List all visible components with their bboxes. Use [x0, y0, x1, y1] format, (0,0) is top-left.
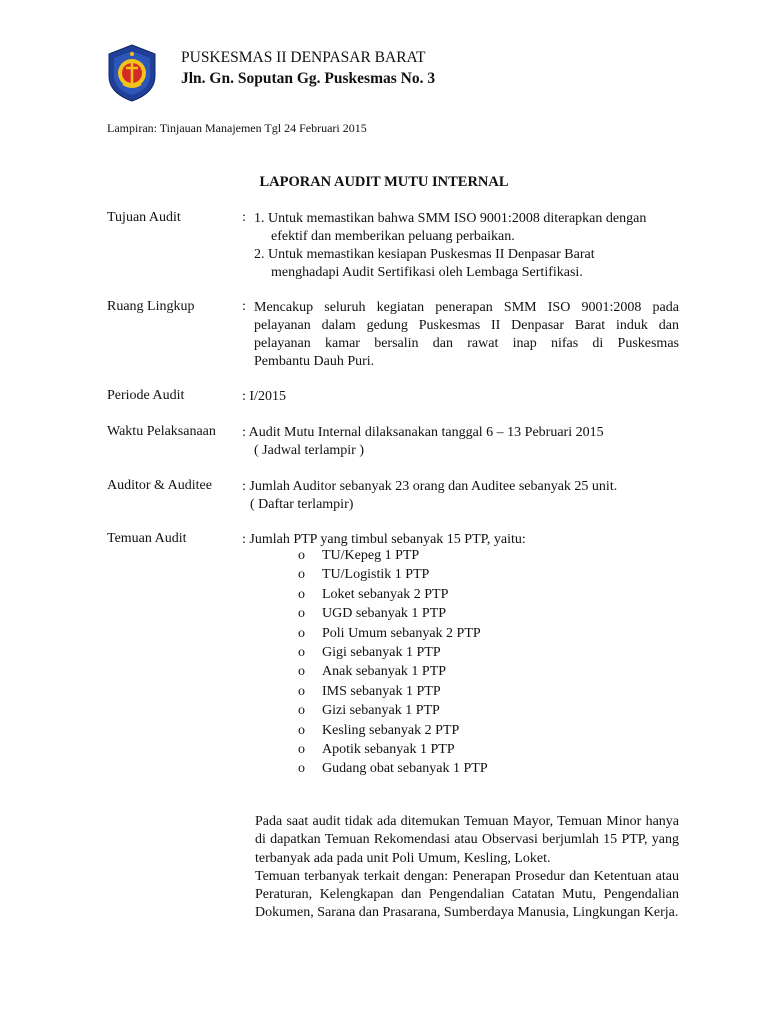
tujuan-item-2-line-2: menghadapi Audit Sertifikasi oleh Lembaga Sertifikasi. — [271, 265, 583, 280]
waktu-pelaksanaan-line-1: : Audit Mutu Internal dilaksanakan tanggal 6 – 13 Pebruari 2015 — [242, 425, 604, 440]
ruang-lingkup-line-1: Mencakup seluruh kegiatan penerapan SMM ISO 9001:2008 pada — [254, 300, 679, 315]
bullet-icon: o — [298, 741, 305, 757]
list-item: o TU/Logistik 1 PTP — [298, 565, 488, 584]
attachment-note: Lampiran: Tinjauan Manajemen Tgl 24 Februari 2015 — [107, 121, 367, 135]
ruang-lingkup-line-2: pelayanan dalam gedung Puskesmas II Denpasar Barat induk dan — [254, 318, 679, 333]
list-item: o Poli Umum sebanyak 2 PTP — [298, 624, 488, 643]
closing-paragraph-2: Temuan terbanyak terkait dengan: Penerapan Prosedur dan Ketentuan atau Peraturan, Kelengkapan dan Pengendalian Catatan Mutu, Pengendalian Dokumen, Sarana dan Prasarana, Sumberdaya Manusia, Lingkungan Kerja. — [255, 868, 679, 921]
ruang-lingkup-colon: : — [242, 299, 246, 314]
bullet-icon: o — [298, 664, 305, 680]
list-item: o TU/Kepeg 1 PTP — [298, 546, 488, 565]
temuan-list — [298, 546, 488, 779]
bullet-icon: o — [298, 644, 305, 660]
tujuan-audit-colon: : — [242, 210, 246, 225]
bullet-icon: o — [298, 606, 305, 622]
auditor-auditee-line-1: : Jumlah Auditor sebanyak 23 orang dan Auditee sebanyak 25 unit. — [242, 479, 618, 494]
list-item: o Apotik sebanyak 1 PTP — [298, 740, 488, 759]
organization-address: Jln. Gn. Soputan Gg. Puskesmas No. 3 — [181, 70, 436, 87]
list-item: o Gizi sebanyak 1 PTP — [298, 701, 488, 720]
organization-name: PUSKESMAS II DENPASAR BARAT — [181, 49, 426, 66]
bullet-icon: o — [298, 703, 305, 719]
waktu-pelaksanaan-line-2: ( Jadwal terlampir ) — [254, 443, 365, 458]
document-title: LAPORAN AUDIT MUTU INTERNAL — [259, 174, 509, 190]
auditor-auditee-line-2: ( Daftar terlampir) — [250, 497, 354, 512]
waktu-pelaksanaan-label: Waktu Pelaksanaan — [107, 424, 216, 439]
list-item: o UGD sebanyak 1 PTP — [298, 604, 488, 623]
list-item: o Anak sebanyak 1 PTP — [298, 662, 488, 681]
bullet-icon: o — [298, 722, 305, 738]
temuan-audit-summary: : Jumlah PTP yang timbul sebanyak 15 PTP, yaitu: — [242, 532, 526, 547]
closing-paragraph-1: Pada saat audit tidak ada ditemukan Temuan Mayor, Temuan Minor hanya di dapatkan Temuan Rekomendasi atau Observasi berjumlah 15 PTP, yang terbanyak ada pada unit Poli Umum, Kesling, Loket. — [255, 814, 679, 866]
bullet-icon: o — [298, 586, 305, 602]
temuan-audit-label: Temuan Audit — [107, 531, 187, 546]
puskesmas-emblem-logo — [106, 44, 158, 102]
list-item: o Loket sebanyak 2 PTP — [298, 585, 488, 604]
tujuan-item-1-line-1: 1. Untuk memastikan bahwa SMM ISO 9001:2008 diterapkan dengan — [254, 211, 647, 226]
tujuan-audit-label: Tujuan Audit — [107, 210, 181, 225]
bullet-icon: o — [298, 567, 305, 583]
bullet-icon: o — [298, 683, 305, 699]
list-item: o Gigi sebanyak 1 PTP — [298, 643, 488, 662]
bullet-icon: o — [298, 548, 305, 563]
list-item: o Gudang obat sebanyak 1 PTP — [298, 759, 488, 778]
tujuan-item-1-line-2: efektif dan memberikan peluang perbaikan. — [271, 229, 515, 244]
bullet-icon: o — [298, 761, 305, 777]
list-item: o IMS sebanyak 1 PTP — [298, 682, 488, 701]
ruang-lingkup-line-3: pelayanan kamar bersalin dan rawat inap nifas di Puskesmas — [254, 336, 679, 351]
tujuan-item-2-line-1: 2. Untuk memastikan kesiapan Puskesmas II Denpasar Barat — [254, 247, 595, 262]
periode-audit-label: Periode Audit — [107, 388, 185, 403]
bullet-icon: o — [298, 625, 305, 641]
ruang-lingkup-label: Ruang Lingkup — [107, 299, 195, 314]
closing-paragraphs — [255, 813, 679, 923]
periode-audit-value: : I/2015 — [242, 389, 286, 404]
list-item: o Kesling sebanyak 2 PTP — [298, 721, 488, 740]
ruang-lingkup-line-4: Pembantu Dauh Puri. — [254, 354, 375, 369]
auditor-auditee-label: Auditor & Auditee — [107, 478, 212, 493]
